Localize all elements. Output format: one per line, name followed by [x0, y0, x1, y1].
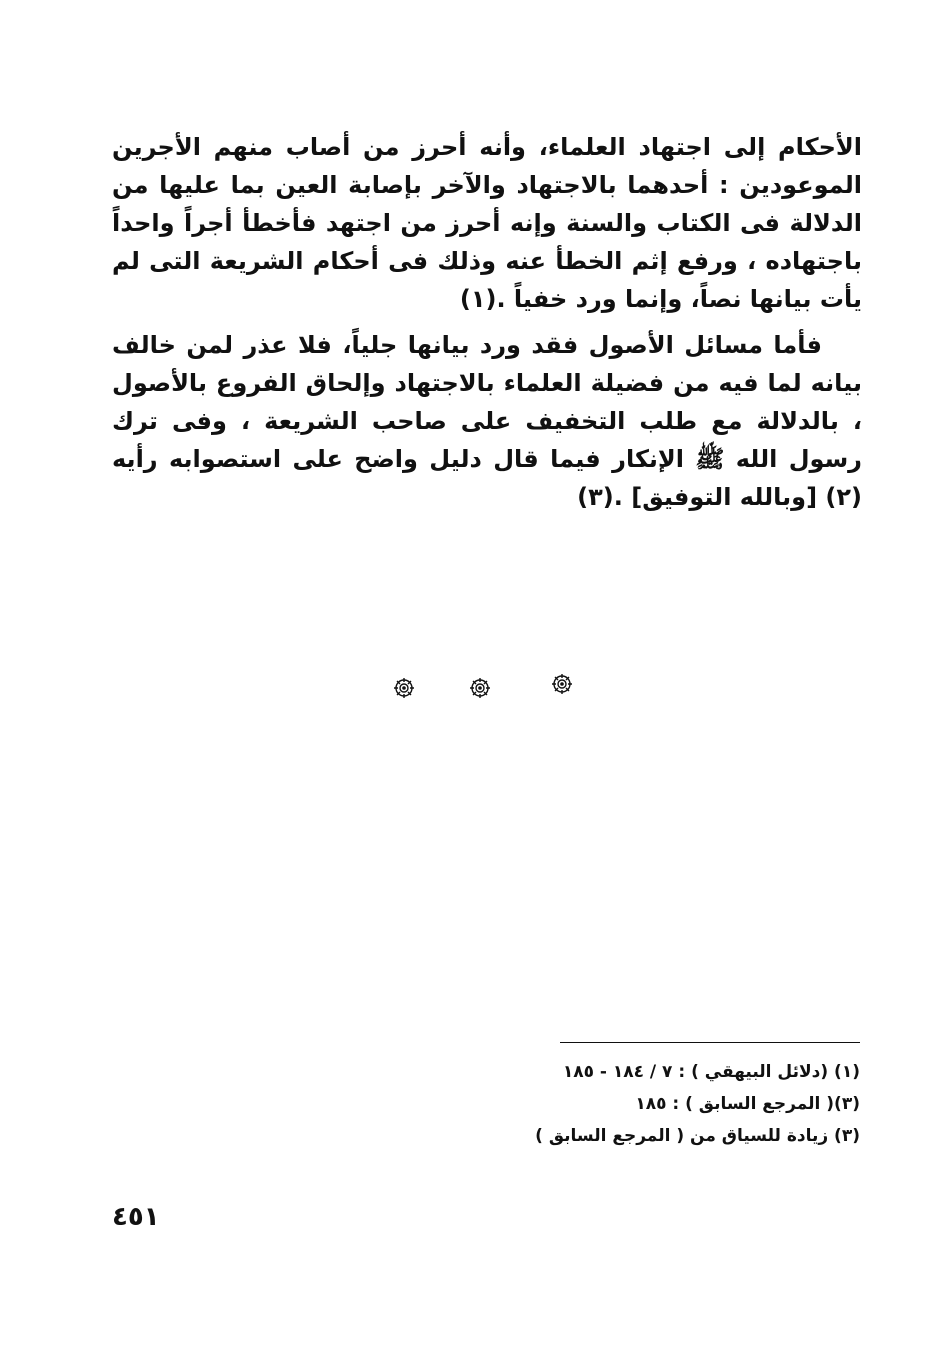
footnote-2: (٣)( المرجع السابق ) : ١٨٥ [635, 1094, 860, 1114]
footnote-3: (٣) زيادة للسياق من ( المرجع السابق ) [535, 1126, 860, 1146]
main-text [112, 128, 862, 516]
footnote-1: (١) (دلائل البيهقي ) : ٧ / ١٨٤ - ١٨٥ [562, 1062, 860, 1082]
section-divider-ornaments [380, 676, 580, 706]
footnote-separator [560, 1042, 860, 1043]
flower-ornament-icon [550, 672, 574, 696]
paragraph-1: الأحكام إلى اجتهاد العلماء، وأنه أحرز من أصاب منهم الأجرين الموعودين : أحدهما بالاجتهاد والآخر بإصابة العين بما عليها من الدلالة فى الكتاب والسنة وإنه أحرز من اجتهد فأخطأ أجراً واحداً باجتهاده ، ورفع إثم الخطأ عنه وذلك فى أحكام الشريعة التى لم يأت بيانها نصاً، وإنما ورد خفياً .(١) [112, 133, 862, 313]
page-number: ٤٥١ [112, 1202, 160, 1232]
footnotes [480, 1056, 860, 1152]
paragraph-2: فأما مسائل الأصول فقد ورد بيانها جلياً، فلا عذر لمن خالف بيانه لما فيه من فضيلة العلماء بالاجتهاد وإلحاق الفروع بالأصول ، بالدلالة مع طلب التخفيف على صاحب الشريعة ، وفى ترك رسول الله ﷺ الإنكار فيما قال دليل واضح على استصوابه رأيه (٢) [وبالله التوفيق] .(٣) [112, 331, 862, 511]
flower-ornament-icon [468, 676, 492, 700]
flower-ornament-icon [392, 676, 416, 700]
